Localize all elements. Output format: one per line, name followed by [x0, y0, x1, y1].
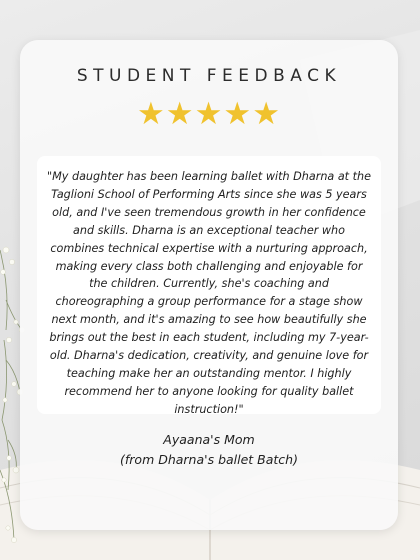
feedback-card	[20, 40, 398, 530]
star-rating	[20, 96, 398, 132]
star-icon: ★	[223, 96, 253, 132]
card-title: STUDENT FEEDBACK	[76, 66, 342, 86]
author-name: Ayaana's Mom	[163, 432, 255, 447]
testimonial-quote: "My daughter has been learning ballet with Dharna at the Taglioni School of Performing Arts since she was 5 years old, and I've seen tremendous growth in her confidence and skills. Dharna is an exceptional teacher who combines technical expertise with a nurturing approach, making every class both challenging and enjoyable for the children. Currently, she's coaching and choreographing a group performance for a stage show next month, and it's amazing to see how beautifully she brings out the best in each student, including my 7-year-old. Dharna's dedication, creativity, and genuine love for teaching make her an outstanding mentor. I highly recommend her to anyone looking for quality ballet instruction!"	[47, 170, 371, 416]
star-icon: ★	[165, 96, 195, 132]
testimonial-quote-box	[37, 156, 381, 414]
author-detail: (from Dharna's ballet Batch)	[120, 452, 298, 467]
testimonial-author	[20, 430, 398, 470]
star-icon: ★	[252, 96, 281, 132]
star-icon: ★	[194, 96, 224, 132]
star-icon: ★	[137, 96, 166, 132]
